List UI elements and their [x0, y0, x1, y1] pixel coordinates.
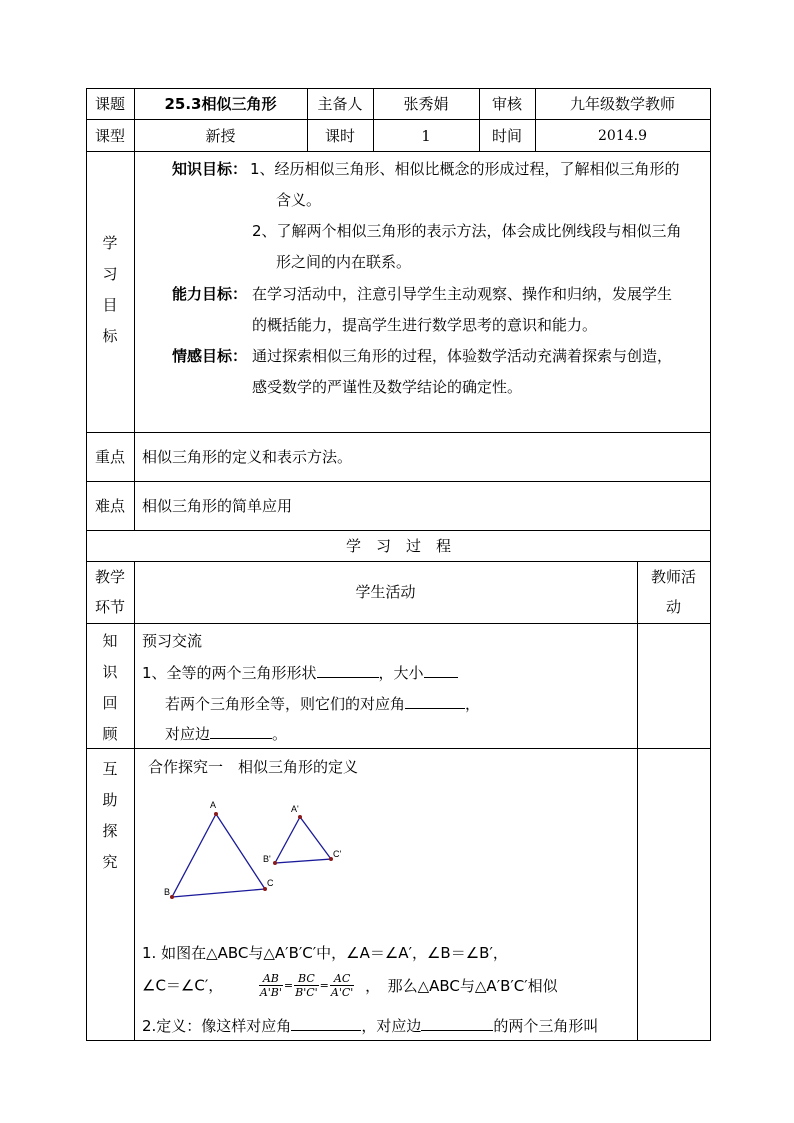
vertex-label-c: C [267, 878, 274, 888]
vertex-label-a-prime: A' [291, 804, 299, 814]
answer-blank[interactable] [210, 724, 272, 739]
explore-stage-label: 互 助 探 究 [102, 760, 118, 871]
ratio-bc: $\frac{BC}{B'C'}$ [295, 972, 318, 999]
vertex-point [170, 895, 174, 899]
difficulty-text: 相似三角形的简单应用 [142, 497, 293, 515]
goals-label: 学 习 目 标 [102, 234, 118, 345]
similar-triangles-figure [160, 795, 360, 905]
hours-label: 课时 [324, 127, 355, 145]
ability-goal-label: 能力目标： [172, 285, 248, 303]
type-value: 新授 [205, 127, 236, 145]
table-line [134, 88, 135, 530]
knowledge-goal-1b: 含义。 [276, 191, 322, 209]
time-value: 2014.9 [598, 128, 647, 144]
review-value: 九年级数学教师 [569, 95, 675, 113]
vertex-label-b: B [164, 887, 171, 897]
review-title: 预习交流 [142, 632, 203, 650]
table-line [637, 561, 638, 1041]
table-line [86, 151, 711, 152]
stage-header-a: 教学 [94, 568, 125, 586]
emotion-goal-label: 情感目标： [172, 347, 248, 365]
teacher-activity-header-b: 动 [665, 598, 681, 616]
answer-blank[interactable] [421, 1016, 493, 1031]
review-stage-label: 知 识 回 顾 [102, 632, 118, 743]
time-label: 时间 [491, 127, 522, 145]
answer-blank[interactable] [317, 663, 379, 678]
answer-blank[interactable] [424, 663, 458, 678]
vertex-point [214, 812, 218, 816]
knowledge-goal-label: 知识目标： [172, 160, 248, 178]
vertex-point [273, 861, 277, 865]
difficulty-label: 难点 [94, 497, 125, 515]
hours-value: 1 [421, 127, 431, 145]
ability-goal-b: 的概括能力，提高学生进行数学思考的意识和能力。 [252, 316, 598, 334]
table-line [86, 561, 711, 562]
question-2-line: 2.定义：像这样对应角 ，对应边 的两个三角形叫 [142, 1017, 599, 1035]
topic-label: 课题 [94, 95, 125, 113]
table-line [86, 88, 711, 89]
topic-value: 25.3相似三角形 [164, 95, 277, 113]
table-line [710, 88, 711, 1041]
vertex-label-b-prime: B' [263, 854, 271, 864]
knowledge-goal-1a: 1、经历相似三角形、相似比概念的形成过程，了解相似三角形的 [250, 160, 680, 178]
process-title: 学 习 过 程 [345, 537, 451, 555]
table-line [86, 481, 711, 482]
triangle-a-prime [275, 817, 331, 863]
review-line-1: 1、全等的两个三角形形状 ，大小 [142, 663, 458, 682]
table-line [134, 561, 135, 1041]
type-label: 课型 [94, 127, 125, 145]
preparer-label: 主备人 [317, 95, 363, 113]
explore-title: 合作探究一 相似三角形的定义 [148, 758, 359, 776]
vertex-point [298, 815, 302, 819]
knowledge-goal-2a: 2、了解两个相似三角形的表示方法，体会成比例线段与相似三角 [252, 222, 682, 240]
answer-blank[interactable] [405, 694, 465, 709]
review-line-2: 若两个三角形全等，则它们的对应角 ， [165, 695, 481, 713]
table-line [86, 1040, 711, 1041]
table-line [86, 530, 711, 531]
table-line [86, 748, 711, 749]
emotion-goal-a: 通过探索相似三角形的过程，体验数学活动充满着探索与创造， [252, 347, 673, 365]
ability-goal-a: 在学习活动中，注意引导学生主动观察、操作和归纳，发展学生 [252, 285, 673, 303]
table-line [86, 623, 711, 624]
teacher-activity-header-a: 教师活 [650, 568, 696, 586]
question-1-line-a: 1. 如图在△ABC与△A′B′C′中，∠A＝∠A′，∠B＝∠B′， [142, 944, 508, 962]
preparer-value: 张秀娟 [403, 95, 449, 113]
triangle-abc [172, 814, 265, 897]
ratio-ac: $\frac{AC}{A'C'}$ [330, 972, 354, 999]
review-line-3: 对应边 。 [165, 725, 288, 743]
vertex-label-a: A [210, 800, 217, 810]
key-point-label: 重点 [94, 448, 125, 466]
student-activity-header: 学生活动 [355, 583, 416, 601]
table-line [86, 432, 711, 433]
review-label: 审核 [491, 95, 522, 113]
vertex-label-c-prime: C' [333, 849, 342, 859]
table-line [86, 119, 711, 120]
knowledge-goal-2b: 形之间的内在联系。 [276, 253, 412, 271]
answer-blank[interactable] [291, 1016, 361, 1031]
key-point-text: 相似三角形的定义和表示方法。 [142, 448, 353, 466]
question-1-line-b: ∠C＝∠C′， $\frac{AB}{A'B'}$ = $\frac{BC}{B'C'}$ = $\frac{AC}{A'C'}$ ， 那么△ABC与△A′B′C′相似 [142, 972, 558, 999]
ratio-ab: $\frac{AB}{A'B'}$ [259, 972, 282, 999]
emotion-goal-b: 感受数学的严谨性及数学结论的确定性。 [252, 378, 523, 396]
stage-header-b: 环节 [94, 598, 125, 616]
